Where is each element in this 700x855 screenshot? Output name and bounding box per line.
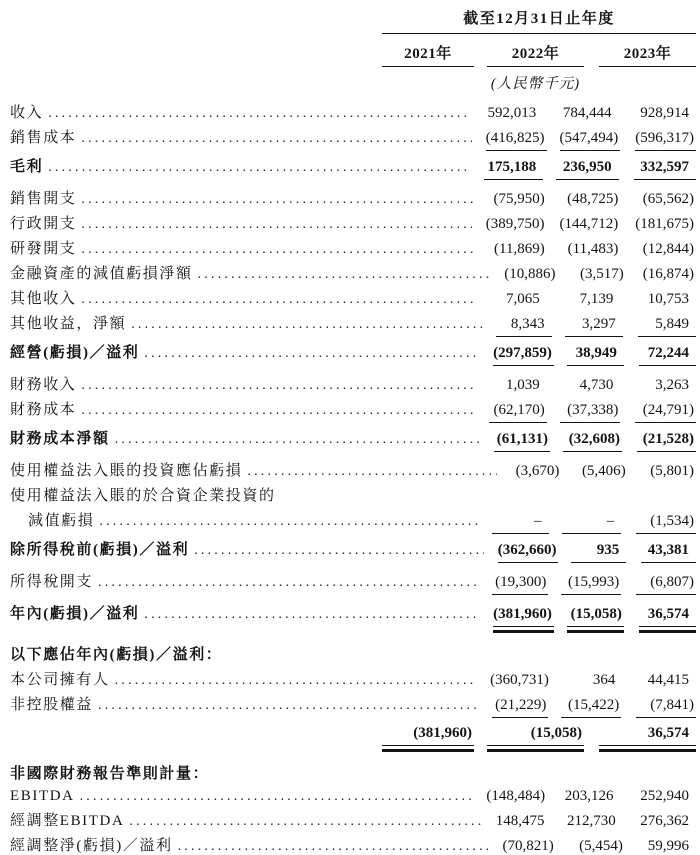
value-2022: (5,406) bbox=[581, 463, 626, 479]
value-2023: 10,753 bbox=[647, 291, 689, 307]
value-2023: 43,381 bbox=[641, 542, 696, 563]
value-2023: (6,807) bbox=[636, 574, 696, 595]
table-row bbox=[10, 262, 696, 283]
currency-unit-row bbox=[10, 72, 696, 93]
row-label-cell bbox=[10, 312, 484, 333]
value-2023: 36,574 bbox=[639, 606, 696, 627]
header-spacer bbox=[10, 7, 382, 34]
value-2021: (10,886) bbox=[504, 266, 556, 282]
row-label: 銷售成本 bbox=[10, 130, 77, 146]
dot-leader bbox=[144, 605, 479, 623]
dot-leader bbox=[80, 787, 473, 805]
row-label: 年內(虧損)／溢利 bbox=[10, 606, 140, 622]
row-label: 除所得稅前(虧損)／溢利 bbox=[10, 542, 190, 558]
value-2022: (48,725) bbox=[567, 191, 619, 207]
value-2022: (15,058) bbox=[487, 725, 584, 746]
value-2021: (360,731) bbox=[490, 672, 549, 688]
table-row bbox=[10, 809, 696, 830]
dot-leader bbox=[178, 837, 489, 855]
table-row bbox=[10, 427, 696, 452]
dot-leader bbox=[81, 215, 471, 233]
row-label-cell bbox=[10, 762, 684, 783]
table-row bbox=[10, 373, 696, 394]
currency-unit-label: (人民幣千元) bbox=[490, 76, 581, 92]
row-label-cell bbox=[10, 484, 684, 505]
table-row bbox=[10, 398, 696, 423]
row-label-cell bbox=[10, 287, 477, 308]
dot-leader bbox=[81, 290, 475, 308]
table-row bbox=[10, 725, 696, 746]
value-2023: 36,574 bbox=[599, 725, 696, 746]
row-label-cell bbox=[10, 809, 484, 830]
dot-leader bbox=[99, 512, 477, 530]
value-2021: – bbox=[492, 513, 549, 534]
value-2023: 5,849 bbox=[638, 316, 696, 337]
row-label: 其他收益，淨額 bbox=[10, 316, 127, 332]
value-2021: (75,950) bbox=[493, 191, 545, 207]
row-label-cell bbox=[10, 602, 481, 623]
value-2023: 44,415 bbox=[647, 672, 689, 688]
dot-leader bbox=[48, 158, 470, 176]
table-row bbox=[10, 212, 696, 233]
table-row bbox=[10, 155, 696, 180]
value-2022: 3,297 bbox=[565, 316, 623, 337]
dot-leader bbox=[81, 376, 475, 394]
row-label: 經營(虧損)／溢利 bbox=[10, 345, 140, 361]
table-row bbox=[10, 643, 696, 664]
value-2021: 175,188 bbox=[484, 159, 543, 180]
value-2023: (24,791) bbox=[635, 402, 696, 423]
value-2021: (148,484) bbox=[486, 788, 546, 804]
value-2022: 212,730 bbox=[566, 813, 616, 829]
table-row bbox=[10, 787, 696, 805]
row-label: 經調整淨(虧損)／溢利 bbox=[10, 838, 173, 854]
value-2022: (37,338) bbox=[560, 402, 621, 423]
row-label-cell bbox=[10, 126, 474, 147]
value-2022: (5,454) bbox=[579, 838, 623, 854]
value-2022: (11,483) bbox=[567, 241, 619, 257]
value-2021: (61,131) bbox=[494, 431, 550, 452]
row-label: 本公司擁有人 bbox=[10, 672, 110, 688]
row-label: EBITDA bbox=[10, 788, 75, 804]
table-row bbox=[10, 187, 696, 208]
value-2021: 8,343 bbox=[496, 316, 551, 337]
row-label: 行政開支 bbox=[10, 216, 77, 232]
value-2022: (547,494) bbox=[560, 130, 621, 151]
row-label-cell bbox=[10, 341, 481, 362]
row-label: 所得稅開支 bbox=[10, 574, 94, 590]
row-label-cell bbox=[10, 398, 477, 419]
value-2021: 592,013 bbox=[487, 105, 537, 121]
row-label: 使用權益法入賬的投資應佔虧損 bbox=[10, 463, 243, 479]
dot-leader bbox=[194, 541, 484, 559]
value-2021: (389,750) bbox=[485, 216, 545, 232]
table-row bbox=[10, 341, 696, 366]
value-2021: 7,065 bbox=[505, 291, 540, 307]
row-label: 非控股權益 bbox=[10, 697, 94, 713]
table-row bbox=[10, 762, 696, 783]
row-label-cell bbox=[10, 693, 480, 714]
value-2022: 4,730 bbox=[579, 377, 614, 393]
row-label-cell bbox=[10, 538, 486, 559]
row-label: 以下應佔年內(虧損)／溢利： bbox=[10, 647, 223, 663]
table-row bbox=[10, 570, 696, 595]
value-2022: 364 bbox=[592, 672, 616, 688]
value-2023: (16,874) bbox=[642, 266, 694, 282]
row-label: 銷售開支 bbox=[10, 191, 77, 207]
row-label-cell bbox=[10, 212, 474, 233]
row-label: 非國際財務報告準則計量： bbox=[10, 766, 210, 782]
table-row bbox=[10, 237, 696, 258]
row-label-cell bbox=[10, 262, 492, 283]
value-2021: (362,660) bbox=[498, 542, 559, 563]
value-2023: 252,940 bbox=[640, 788, 689, 804]
value-2021: (416,825) bbox=[486, 130, 547, 151]
value-2021: (381,960) bbox=[493, 606, 554, 627]
value-2022: 935 bbox=[571, 542, 626, 563]
value-2022: (15,422) bbox=[561, 697, 621, 718]
year-header-2023: 2023年 bbox=[599, 40, 696, 67]
value-2023: 59,996 bbox=[647, 838, 690, 854]
table-row bbox=[10, 668, 696, 689]
dot-leader bbox=[81, 401, 475, 419]
dot-leader bbox=[115, 430, 480, 448]
dot-leader bbox=[81, 129, 471, 147]
value-2022: 203,126 bbox=[564, 788, 614, 804]
row-label: 金融資產的減值虧損淨額 bbox=[10, 266, 193, 282]
dot-leader bbox=[81, 240, 475, 258]
value-2021: (62,170) bbox=[489, 402, 547, 423]
row-label-cell bbox=[10, 668, 478, 689]
row-label: 財務收入 bbox=[10, 377, 77, 393]
table-row bbox=[10, 509, 696, 534]
table-header bbox=[10, 7, 696, 34]
value-2023: (181,675) bbox=[635, 216, 694, 232]
row-label-cell bbox=[10, 155, 472, 176]
row-label-cell bbox=[10, 373, 477, 394]
row-label-cell bbox=[10, 187, 477, 208]
value-2023: 72,244 bbox=[639, 345, 696, 366]
row-label: 研發開支 bbox=[10, 241, 77, 257]
row-label-cell bbox=[10, 570, 480, 591]
value-2022: (3,517) bbox=[580, 266, 624, 282]
row-label-cell bbox=[10, 787, 474, 805]
table-row bbox=[10, 459, 696, 480]
row-label: 財務成本淨額 bbox=[10, 431, 110, 447]
value-2021: (297,859) bbox=[493, 345, 554, 366]
row-label: 其他收入 bbox=[10, 291, 77, 307]
table-row bbox=[10, 312, 696, 337]
value-2023: (12,844) bbox=[642, 241, 694, 257]
value-2023: (65,562) bbox=[642, 191, 694, 207]
table-row bbox=[10, 484, 696, 505]
dot-leader bbox=[98, 696, 478, 714]
value-2021: (3,670) bbox=[515, 463, 560, 479]
value-2023: 332,597 bbox=[634, 159, 696, 180]
value-2022: (15,058) bbox=[567, 606, 624, 627]
row-label-cell bbox=[10, 459, 499, 480]
value-2022: (15,993) bbox=[561, 574, 621, 595]
table-row bbox=[10, 101, 696, 122]
table-row bbox=[10, 538, 696, 563]
value-2021: (21,229) bbox=[492, 697, 549, 718]
dot-leader bbox=[115, 671, 476, 689]
value-2022: 38,949 bbox=[567, 345, 624, 366]
dot-leader bbox=[144, 344, 479, 362]
value-2022: 236,950 bbox=[556, 159, 618, 180]
value-2023: 928,914 bbox=[640, 105, 689, 121]
row-label: 財務成本 bbox=[10, 402, 77, 418]
dot-leader bbox=[131, 315, 482, 333]
row-label: 經調整EBITDA bbox=[10, 813, 125, 829]
value-2022: 784,444 bbox=[562, 105, 612, 121]
dot-leader bbox=[81, 190, 475, 208]
table-row bbox=[10, 834, 696, 855]
dot-leader bbox=[48, 104, 470, 122]
value-2023: (7,841) bbox=[636, 697, 696, 718]
period-title: 截至12月31日止年度 bbox=[382, 7, 696, 34]
value-2021: 1,039 bbox=[505, 377, 540, 393]
table-row bbox=[10, 602, 696, 627]
row-label-cell bbox=[10, 643, 684, 664]
value-2021: 148,475 bbox=[495, 813, 545, 829]
year-header-2022: 2022年 bbox=[487, 40, 584, 67]
table-row bbox=[10, 693, 696, 718]
year-header-2021: 2021年 bbox=[382, 40, 474, 67]
dot-leader bbox=[247, 462, 496, 480]
row-label-cell bbox=[10, 101, 472, 122]
row-label: 毛利 bbox=[10, 159, 44, 175]
row-label-cell bbox=[10, 237, 477, 258]
value-2023: (1,534) bbox=[636, 513, 696, 534]
value-2021: (70,821) bbox=[502, 838, 554, 854]
row-label: 減值虧損 bbox=[28, 513, 95, 529]
value-2021: (19,300) bbox=[492, 574, 549, 595]
row-label: 收入 bbox=[10, 105, 44, 121]
value-2023: (21,528) bbox=[637, 431, 696, 452]
row-label-cell bbox=[10, 427, 482, 448]
value-2021: (11,869) bbox=[494, 241, 545, 257]
value-2022: – bbox=[562, 513, 622, 534]
row-label-cell bbox=[10, 834, 490, 855]
value-2023: 276,362 bbox=[640, 813, 689, 829]
dot-leader bbox=[98, 573, 478, 591]
value-2022: (144,712) bbox=[559, 216, 619, 232]
value-2023: (596,317) bbox=[635, 130, 696, 151]
dot-leader bbox=[129, 812, 481, 830]
value-2023: (5,801) bbox=[650, 463, 694, 479]
financial-table-body bbox=[10, 101, 696, 855]
table-row bbox=[10, 126, 696, 151]
value-2023: 3,263 bbox=[655, 377, 689, 393]
row-label: 使用權益法入賬的於合資企業投資的 bbox=[10, 488, 276, 504]
value-2021: (381,960) bbox=[382, 725, 474, 746]
value-2022: (32,608) bbox=[563, 431, 622, 452]
table-row bbox=[10, 287, 696, 308]
dot-leader bbox=[198, 265, 491, 283]
row-label-cell bbox=[10, 509, 480, 530]
year-header-row bbox=[10, 40, 696, 67]
value-2022: 7,139 bbox=[579, 291, 614, 307]
